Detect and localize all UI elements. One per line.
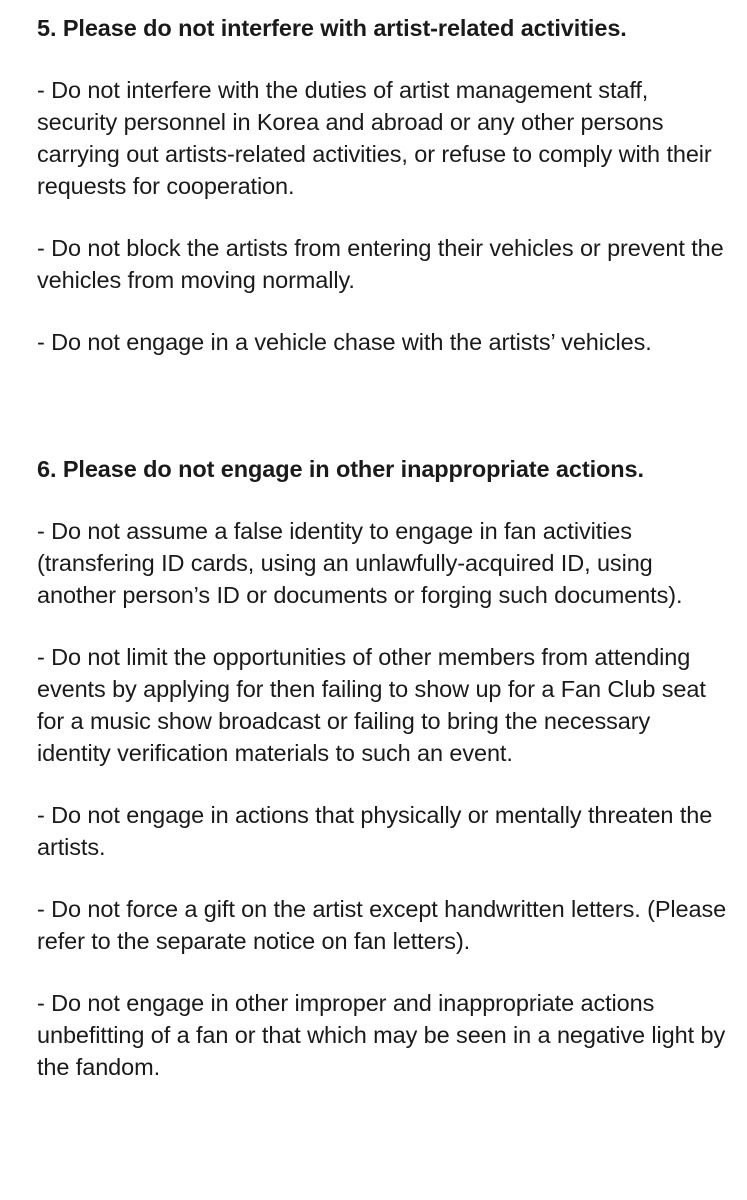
section-6 bbox=[37, 453, 727, 1083]
section-5-paragraph-1: - Do not interfere with the duties of artist management staff, security personnel in Korea and abroad or any other persons carrying out artists-related activities, or refuse to comply with their requests for cooperation. bbox=[37, 77, 712, 199]
section-5-paragraph-2: - Do not block the artists from entering their vehicles or prevent the vehicles from moving normally. bbox=[37, 235, 724, 293]
section-5-title: 5. Please do not interfere with artist-related activities. bbox=[37, 15, 627, 41]
section-5 bbox=[37, 12, 727, 358]
section-6-paragraph-1: - Do not assume a false identity to engage in fan activities (transfering ID cards, using an unlawfully-acquired ID, using another person’s ID or documents or forging such documents). bbox=[37, 518, 683, 608]
section-6-title: 6. Please do not engage in other inappropriate actions. bbox=[37, 456, 644, 482]
section-6-paragraph-2: - Do not limit the opportunities of other members from attending events by applying for then failing to show up for a Fan Club seat for a music show broadcast or failing to bring the necessary identity verification materials to such an event. bbox=[37, 644, 706, 766]
section-6-paragraph-5: - Do not engage in other improper and inappropriate actions unbefitting of a fan or that which may be seen in a negative light by the fandom. bbox=[37, 990, 726, 1080]
section-5-paragraph-3: - Do not engage in a vehicle chase with the artists’ vehicles. bbox=[37, 329, 652, 355]
section-6-paragraph-3: - Do not engage in actions that physically or mentally threaten the artists. bbox=[37, 802, 713, 860]
section-6-paragraph-4: - Do not force a gift on the artist except handwritten letters. (Please refer to the separate notice on fan letters). bbox=[37, 896, 727, 954]
document-body bbox=[37, 12, 727, 1083]
